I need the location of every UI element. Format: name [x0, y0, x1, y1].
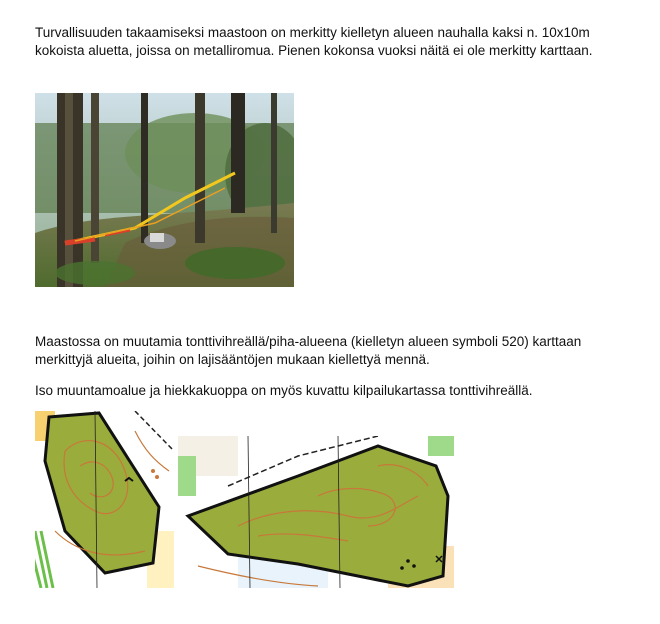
forest-tape-photo [35, 93, 294, 287]
paragraph-metal-scrap-areas: Turvallisuuden takaamiseksi maastoon on merkitty kielletyn alueen nauhalla kaksi n. 10x10m kokoista aluetta, joissa on metalliromua. Pienen kokonsa vuoksi näitä ei ole merkitty karttaan. [35, 25, 593, 58]
map-excerpt-sandpit [178, 436, 454, 588]
paragraph-transformer-sandpit: Iso muuntamoalue ja hiekkakuoppa on myös kuvattu kilpailukartassa tonttivihreällä. [35, 383, 533, 398]
map-excerpt-transformer-area [35, 411, 174, 588]
paragraph-forbidden-yard-areas: Maastossa on muutamia tonttivihreällä/piha-alueena (kielletyn alueen symboli 520) karttaan merkittyjä alueita, joihin on lajisääntöjen mukaan kiellettyä mennä. [35, 334, 582, 367]
